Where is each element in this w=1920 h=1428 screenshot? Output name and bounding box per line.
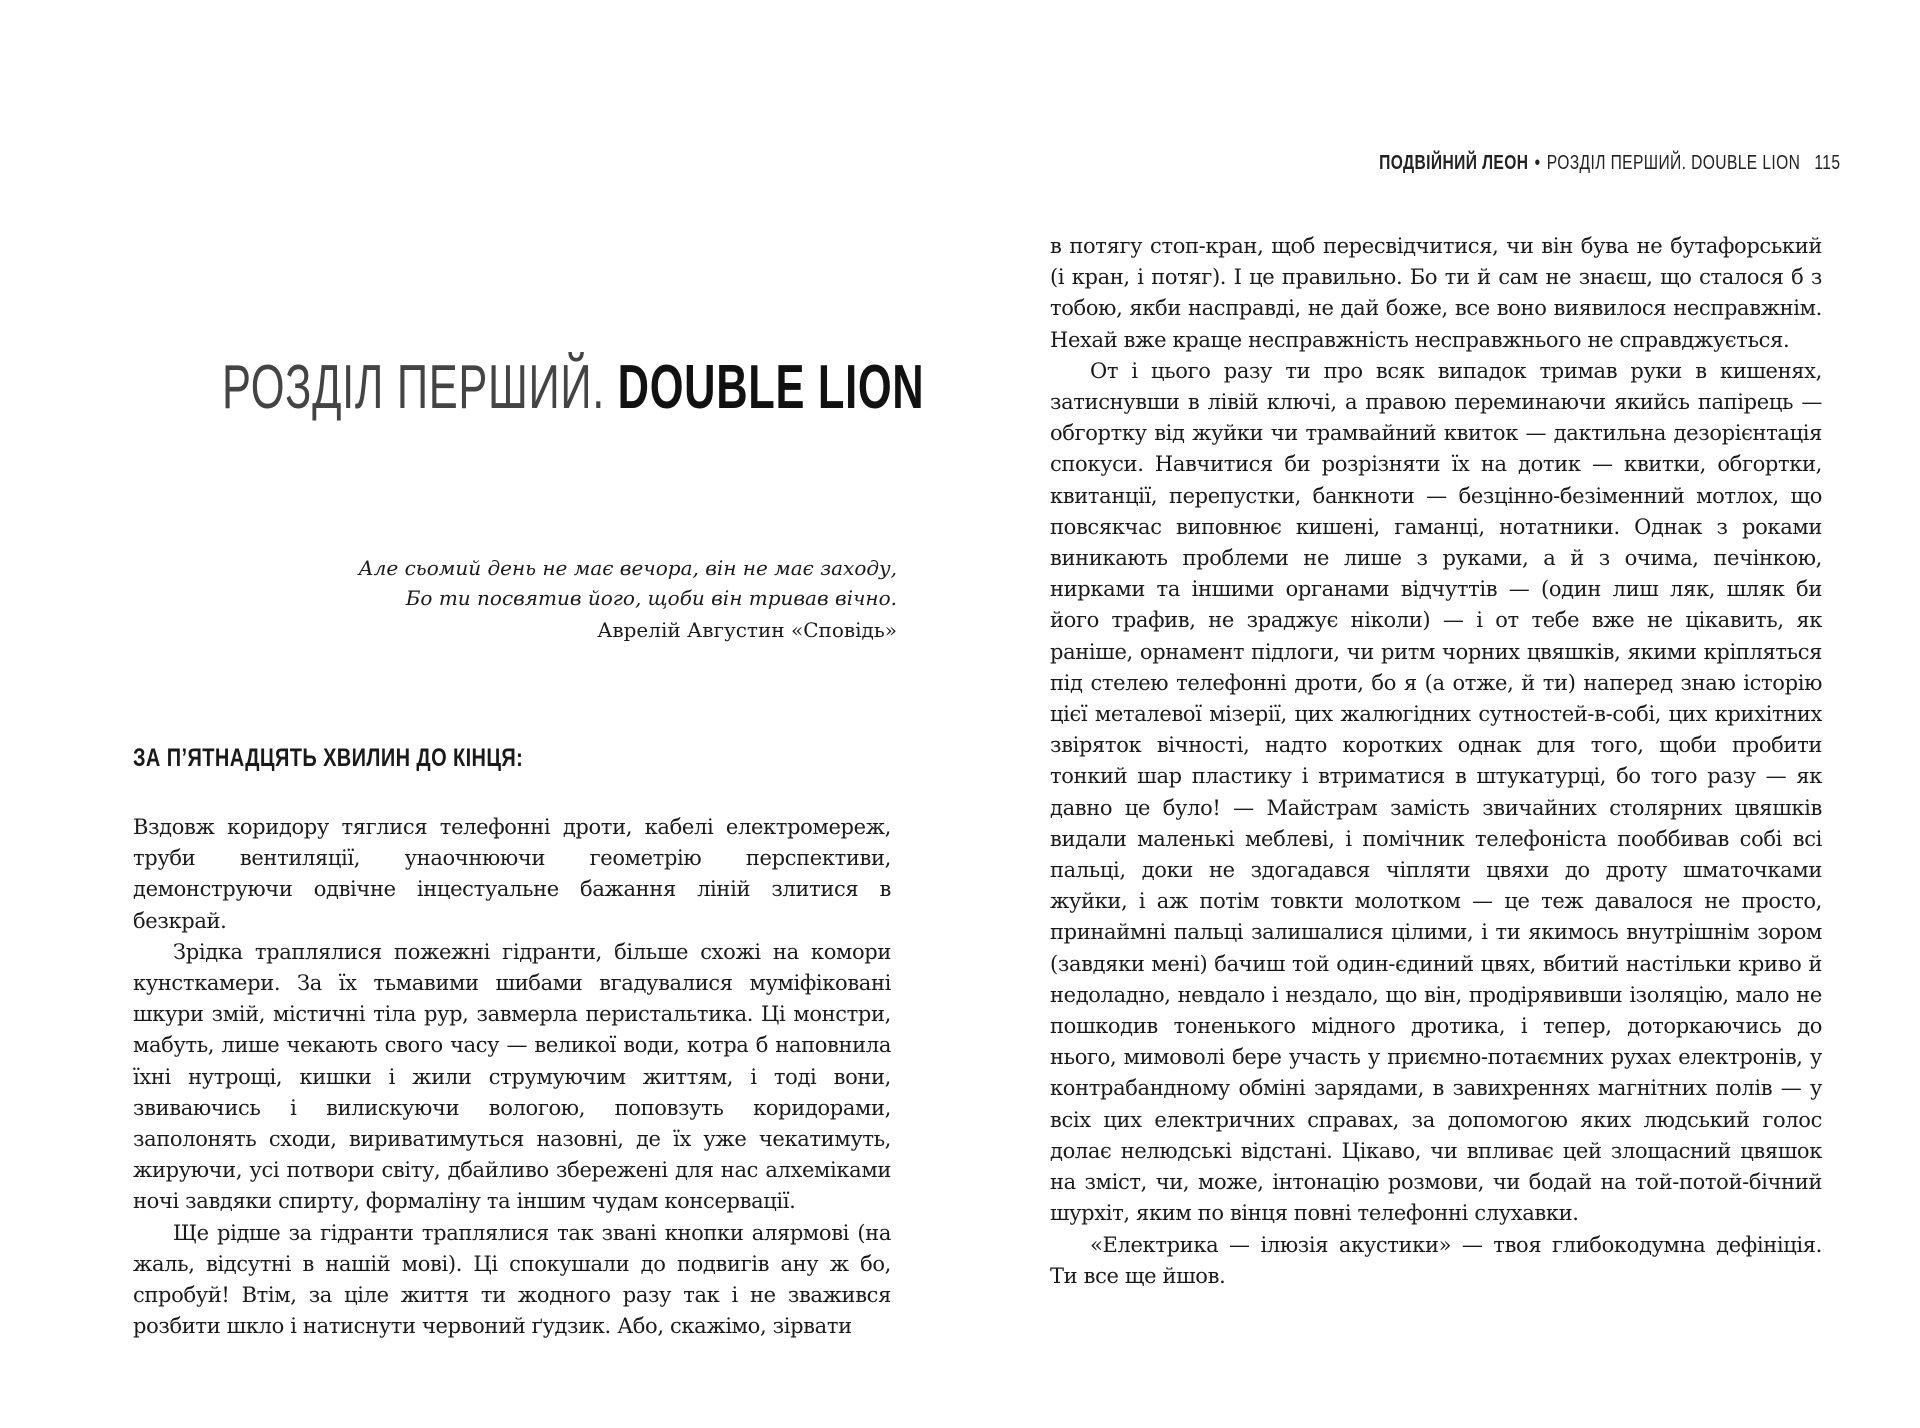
paragraph: в потягу стоп-кран, щоб пересвідчитися, чи він бува не бутафорський (і кран, і потяг). І це правильно. Бо ти й сам не знаєш, що сталося б з тобою, якби насправді, не дай боже, все воно виявилося несправжнім. Нехай вже краще несправжність несправжнього не справджується. [1050,234,1822,352]
epigraph-line-2: Бо ти посвятив його, щоби він тривав вічно. [405,586,897,610]
chapter-title-prefix: РОЗДІЛ ПЕРШИЙ. [222,353,606,422]
paragraph: Зрідка траплялися пожежні гідранти, більше схожі на комори кунсткамери. За їх тьмавими шибами вгадувалися муміфіковані шкури змій, містичні тіла рур, завмерла перистальтика. Ці монстри, мабуть, лише чекають свого часу — великої води, котра б наповнила їхні нутрощі, кишки і жили струмуючим життям, і тоді вони, звиваючись і вилискуючи вологою, поповзуть коридорами, заполонять сходи, вириватимуться назовні, де їх уже чекатимуть, жируючи, усі потвори світу, дбайливо збережені для нас алхеміками ночі завдяки спирту, формаліну та іншим чудам консервації. [133,939,891,1214]
running-head-chapter: РОЗДІЛ ПЕРШИЙ. DOUBLE LION [1546,152,1800,174]
paragraph: Ще рідше за гідранти траплялися так звані кнопки алярмові (на жаль, відсутні в нашій мові). Ці спокушали до подвигів ану ж бо, спробуй! Втім, за ціле життя ти жодного разу так і не зважився розбити шкло і натиснути червоний ґудзик. Або, скажімо, зірвати [133,1220,891,1339]
chapter-title [222,352,924,423]
right-body-text [1050,231,1822,1292]
section-heading: ЗА П’ЯТНАДЦЯТЬ ХВИЛИН ДО КІНЦЯ: [133,744,524,772]
running-head-separator: • [1534,152,1541,174]
paragraph: «Електрика — ілюзія акустики» — твоя глибокодумна дефініція. Ти все ще йшов. [1050,1232,1822,1288]
chapter-title-name: DOUBLE LION [617,353,925,422]
running-head [1379,152,1840,175]
page-number: 115 [1813,152,1840,174]
epigraph-attribution: Аврелій Августин «Сповідь» [597,618,897,642]
paragraph: От і цього разу ти про всяк випадок тримав руки в кишенях, затиснувши в лівій ключі, а правою переминаючи якийсь папірець — обгортку від жуйки чи трамвайний квиток — дактильна дезорієнтація спокуси. Навчитися би розрізняти їх на дотик — квитки, обгортки, квитанції, перепустки, банкноти — безцінно-безіменний мотлох, що повсякчас виповнює кишені, гаманці, нотатники. Однак з роками виникають проблеми не лише з руками, а й з очима, печінкою, нирками та іншими органами відчуттів — (один лиш ляк, шляк би його трафив, не зраджує ніколи) — і от тебе вже не цікавить, як раніше, орнамент підлоги, чи ритм чорних цвяшків, якими кріпляться під стелею телефонні дроти, бо я (а отже, й ти) наперед знаю історію цієї металевої мізерії, цих жалюгідних сутностей-в-собі, цих крихітних звіряток вічності, надто коротких однак для того, щоби пробити тонкий шар пластику і втриматися в штукатурці, бо того разу — як давно це було! — Майстрам замість звичайних столярних цвяшків видали маленькі меблеві, і помічник телефоніста пооббивав собі всі пальці, доки не здогадався чіпляти цвяхи до дроту шматочками жуйки, і аж потім товкти молотком — це теж давалося не просто, принаймні пальці залишалися цілими, і ти якимось внутрішнім зором (завдяки мені) бачиш той один-єдиний цвях, вбитий настільки криво й недоладно, невдало і нездало, що він, продірявивши ізоляцію, мало не пошкодив тоненького мідного дротика, і тепер, доторкаючись до нього, мимоволі бере участь у приємно-потаємних рухах електронів, у контрабандному обміні зарядами, в завихреннях магнітних полів — у всіх цих електричних справах, за допомогою яких людський голос долає нелюдські відстані. Цікаво, чи впливає цей злощасний цвяшок на зміст, чи, може, інтонацію розмови, чи бодай на той-потой-бічний шурхіт, яким по вінця повні телефонні слухавки. [1050,358,1822,1226]
epigraph-line-1: Але сьомий день не має вечора, він не має заходу, [358,556,897,580]
left-body-text [133,812,891,1342]
running-head-book-title: ПОДВІЙНИЙ ЛЕОН [1378,152,1529,174]
right-page [960,0,1920,1428]
paragraph: Вздовж коридору тяглися телефонні дроти, кабелі електромереж, труби вентиляції, унаочнюючи геометрію перспективи, демонструючи одвічне інцестуальне бажання ліній злитися в безкрай. [133,815,891,933]
epigraph [337,553,897,645]
